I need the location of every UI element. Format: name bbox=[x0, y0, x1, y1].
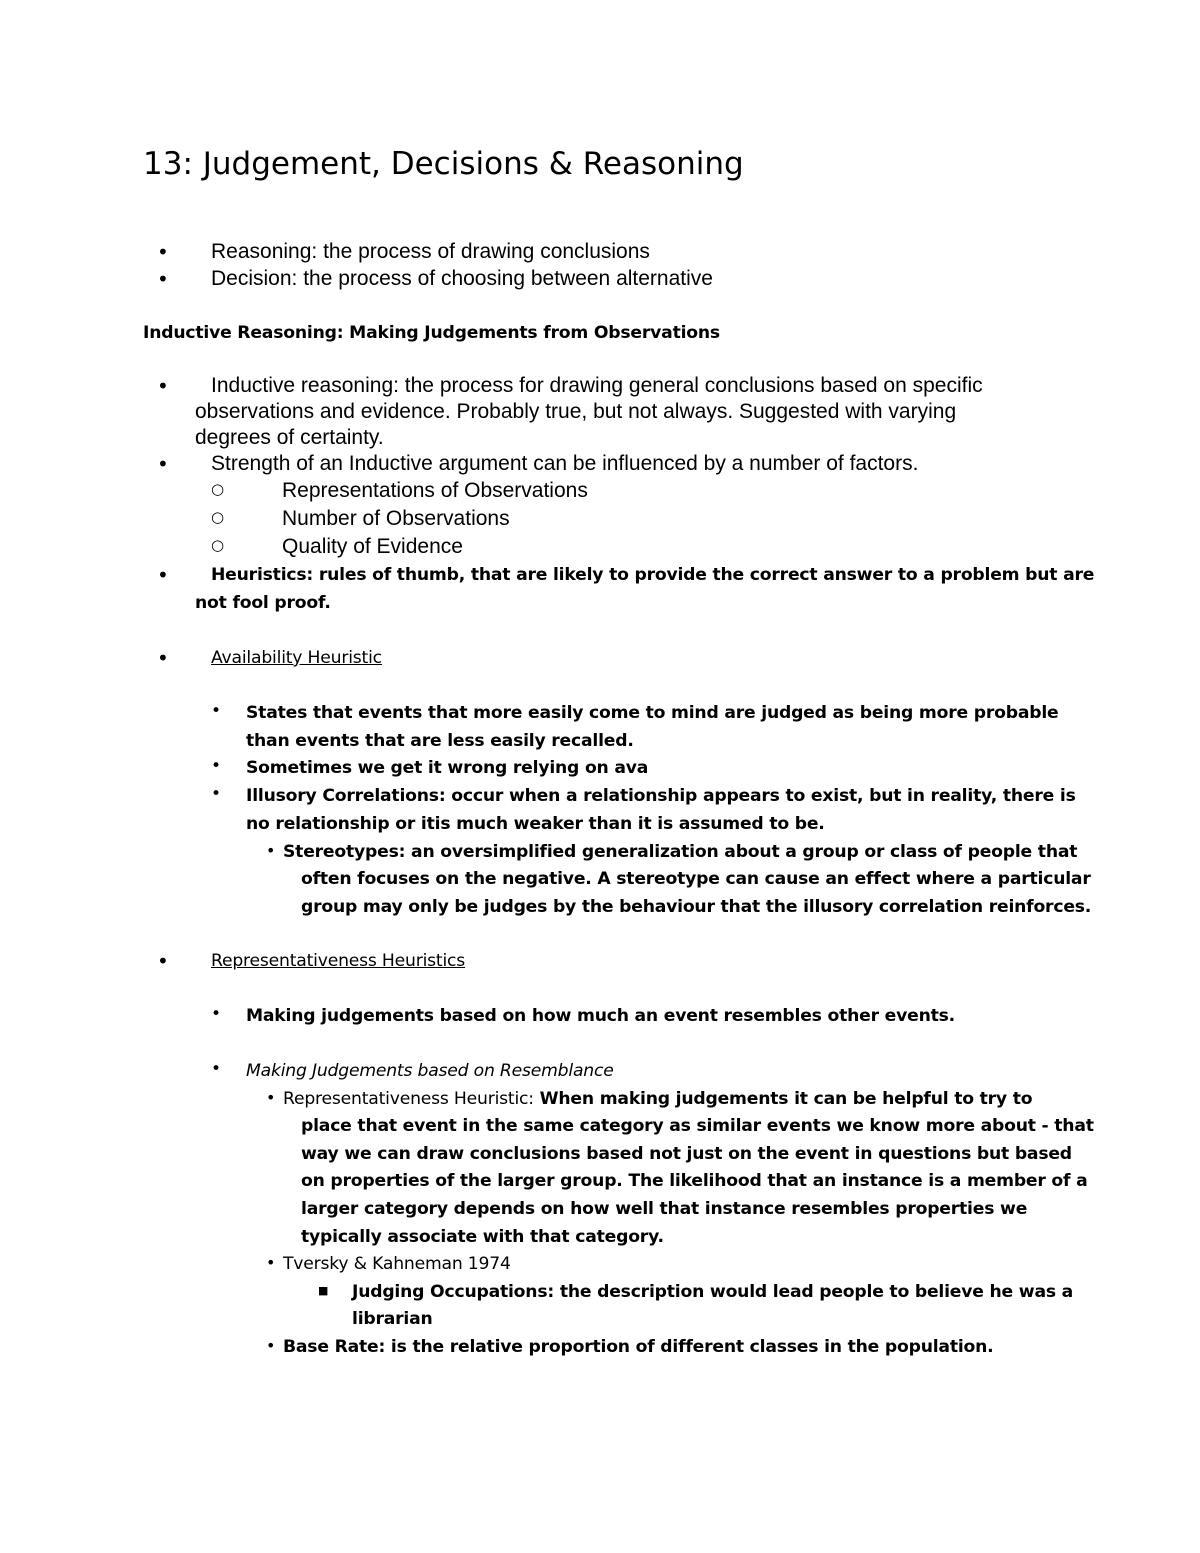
inductive-definition-line-1: Inductive reasoning: the process for drawing general conclusions based on specific bbox=[211, 374, 983, 397]
rep-heuristic-line-4: on properties of the larger group. The likelihood that an instance is a member of a bbox=[301, 1171, 1088, 1191]
bullet-icon: • bbox=[157, 646, 169, 670]
stereotypes-line-2: often focuses on the negative. A stereotype can cause an effect where a particular bbox=[301, 869, 1091, 889]
factor-item: Representations of Observations bbox=[282, 479, 588, 502]
inductive-definition-line-3: degrees of certainty. bbox=[195, 426, 384, 449]
occupations-line-1: Judging Occupations: the description would lead people to believe he was a bbox=[352, 1282, 1074, 1302]
heuristics-line-2: not fool proof. bbox=[195, 593, 331, 613]
rep-heuristic-line-2: place that event in the same category as similar events we know more about - that bbox=[301, 1116, 1094, 1136]
factor-item: Quality of Evidence bbox=[282, 535, 463, 558]
reasoning-definition: Reasoning: the process of drawing conclusions bbox=[211, 240, 650, 263]
heuristics-line-1: Heuristics: rules of thumb, that are likely to provide the correct answer to a problem but are bbox=[211, 565, 1095, 585]
bullet-icon: • bbox=[266, 1336, 276, 1355]
circle-bullet-icon: ○ bbox=[211, 536, 225, 554]
page-title: 13: Judgement, Decisions & Reasoning bbox=[143, 146, 744, 182]
rep-heuristic-line-1 bbox=[283, 1089, 1032, 1109]
states-line-2: than events that are less easily recalled. bbox=[246, 731, 634, 751]
bullet-icon: • bbox=[211, 784, 222, 804]
rep-heuristic-text: When making judgements it can be helpful to try to bbox=[533, 1089, 1033, 1109]
making-judgements-text: Making judgements based on how much an event resembles other events. bbox=[246, 1006, 956, 1026]
availability-heading: Availability Heuristic bbox=[211, 648, 382, 668]
bullet-icon: • bbox=[266, 1088, 276, 1107]
bullet-icon: • bbox=[157, 949, 169, 973]
square-bullet-icon: ■ bbox=[318, 1284, 329, 1297]
resemblance-subheading: Making Judgements based on Resemblance bbox=[246, 1061, 614, 1081]
factor-item: Number of Observations bbox=[282, 507, 510, 530]
bullet-icon: • bbox=[211, 1004, 222, 1024]
rep-heuristic-label: Representativeness Heuristic: bbox=[283, 1089, 534, 1109]
bullet-icon: • bbox=[211, 701, 222, 721]
bullet-icon: • bbox=[157, 267, 169, 291]
section-heading: Inductive Reasoning: Making Judgements from Observations bbox=[143, 323, 720, 343]
decision-definition: Decision: the process of choosing between alternative bbox=[211, 267, 713, 290]
bullet-icon: • bbox=[266, 841, 276, 860]
rep-heuristic-line-6: typically associate with that category. bbox=[301, 1227, 664, 1247]
stereotypes-line-3: group may only be judges by the behaviour that the illusory correlation reinforces. bbox=[301, 897, 1092, 917]
circle-bullet-icon: ○ bbox=[211, 480, 225, 498]
stereotypes-line-1: Stereotypes: an oversimplified generalization about a group or class of people that bbox=[283, 842, 1078, 862]
bullet-icon: • bbox=[157, 240, 169, 264]
tversky-citation: Tversky & Kahneman 1974 bbox=[283, 1254, 511, 1274]
bullet-icon: • bbox=[157, 563, 169, 587]
representativeness-heading: Representativeness Heuristics bbox=[211, 951, 466, 971]
rep-heuristic-line-3: way we can draw conclusions based not just on the event in questions but based bbox=[301, 1144, 1072, 1164]
bullet-icon: • bbox=[211, 1059, 222, 1079]
circle-bullet-icon: ○ bbox=[211, 508, 225, 526]
bullet-icon: • bbox=[211, 756, 222, 776]
bullet-icon: • bbox=[157, 452, 169, 476]
base-rate-text: Base Rate: is the relative proportion of different classes in the population. bbox=[283, 1337, 994, 1357]
strength-text: Strength of an Inductive argument can be influenced by a number of factors. bbox=[211, 452, 919, 475]
inductive-definition-line-2: observations and evidence. Probably true, but not always. Suggested with varying bbox=[195, 400, 957, 423]
sometimes-text: Sometimes we get it wrong relying on ava bbox=[246, 758, 649, 778]
bullet-icon: • bbox=[157, 374, 169, 398]
rep-heuristic-line-5: larger category depends on how well that instance resembles properties we bbox=[301, 1199, 1028, 1219]
states-line-1: States that events that more easily come to mind are judged as being more probable bbox=[246, 703, 1059, 723]
illusory-line-2: no relationship or itis much weaker than it is assumed to be. bbox=[246, 814, 825, 834]
occupations-line-2: librarian bbox=[352, 1309, 433, 1329]
bullet-icon: • bbox=[266, 1253, 276, 1272]
illusory-line-1: Illusory Correlations: occur when a relationship appears to exist, but in reality, there is bbox=[246, 786, 1076, 806]
